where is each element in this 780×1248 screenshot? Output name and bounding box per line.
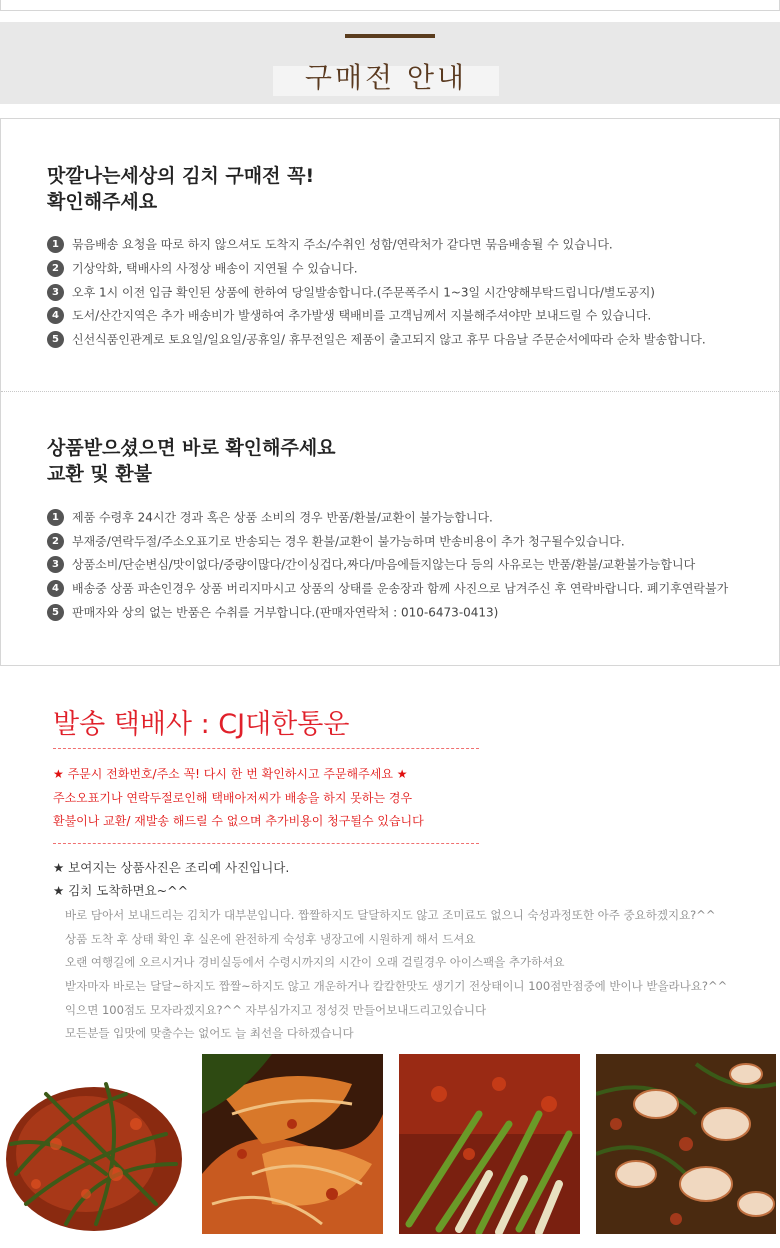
top-content-box	[0, 0, 780, 11]
notice-banner	[0, 22, 780, 104]
warning-line-2: 주소오표기나 연락두절로인해 택배아저씨가 배송을 하지 못하는 경우	[53, 791, 413, 805]
number-badge: 4	[47, 307, 64, 324]
kimchi-photo-2	[202, 1054, 383, 1234]
warning-line-3: 환불이나 교환/ 재발송 해드릴 수 없으며 추가비용이 청구될수 있습니다	[53, 814, 424, 828]
number-badge: 3	[47, 284, 64, 301]
number-badge: 1	[47, 236, 64, 253]
section1-title	[47, 163, 314, 215]
dashed-divider-top	[53, 748, 479, 749]
arrival-note-line: 익으면 100점도 모자라겠지요?^^ 자부심가지고 정성것 만들어보내드리고있습니다	[65, 1003, 487, 1017]
shipping-courier-title: 발송 택배사 : CJ대한통운	[53, 709, 350, 740]
section2-title-line1: 상품받으셨으면 바로 확인해주세요	[47, 437, 336, 459]
arrival-note-line: 오랜 여행길에 오르시거나 경비실등에서 수령시까지의 시간이 오래 걸릴경우 아이스팩을 추가하셔요	[65, 955, 565, 969]
section1-item-2: 2 기상악화, 택배사의 사정상 배송이 지연될 수 있습니다.	[47, 259, 358, 277]
arrival-note-line: 바로 담아서 보내드리는 김치가 대부분입니다. 짭짤하지도 달달하지도 않고 조미료도 없으니 숙성과정또한 아주 중요하겠지요?^^	[65, 908, 716, 922]
number-badge: 2	[47, 533, 64, 550]
kimchi-photo-1	[6, 1054, 186, 1234]
kimchi-photo-4	[596, 1054, 776, 1234]
arrival-note-line: 모든분들 입맛에 맞출수는 없어도 늘 최선을 다하겠습니다	[65, 1026, 354, 1040]
section1-title-line1: 맛깔나는세상의 김치 구매전 꼭!	[47, 165, 315, 187]
section2-title-line2: 교환 및 환불	[47, 463, 152, 485]
number-badge: 2	[47, 260, 64, 277]
section-divider	[1, 391, 779, 392]
purchase-info-box	[0, 118, 780, 666]
arrival-note-heading: ★ 김치 도착하면요~^^	[53, 883, 189, 898]
section1-item-3: 3 오후 1시 이전 입금 확인된 상품에 한하여 당일발송합니다.(주문폭주시 1~3일 시간양해부탁드립니다/별도공지)	[47, 283, 655, 301]
arrival-note-line: 받자마자 바로는 달달~하지도 짭짤~하지도 않고 개운하거나 칼칼한맛도 생기기 전상태이니 100점만점중에 반이나 받을라나요?^^	[65, 979, 728, 993]
warning-line-1: ★ 주문시 전화번호/주소 꼭! 다시 한 번 확인하시고 주문해주세요 ★	[53, 767, 408, 781]
number-badge: 4	[47, 580, 64, 597]
section1-item-1: 1 묶음배송 요청을 따로 하지 않으셔도 도착지 주소/수취인 성함/연락처가 같다면 묶음배송될 수 있습니다.	[47, 235, 613, 253]
section1-title-line2: 확인해주세요	[47, 191, 158, 213]
section1-item-5: 5 신선식품인관계로 토요일/일요일/공휴일/ 휴무전일은 제품이 출고되지 않고 휴무 다음날 주문순서에따라 순차 발송합니다.	[47, 330, 706, 348]
number-badge: 1	[47, 509, 64, 526]
section2-item-4: 4 배송중 상품 파손인경우 상품 버리지마시고 상품의 상태를 운송장과 함께 사진으로 남겨주신 후 연락바랍니다. 폐기후연락불가	[47, 579, 728, 597]
dashed-divider-bottom	[53, 843, 479, 844]
section2-item-2: 2 부재중/연락두절/주소오표기로 반송되는 경우 환불/교환이 불가능하며 반송비용이 추가 청구될수있습니다.	[47, 532, 625, 550]
number-badge: 5	[47, 604, 64, 621]
banner-accent-bar	[345, 34, 435, 38]
number-badge: 5	[47, 331, 64, 348]
section1-item-4: 4 도서/산간지역은 추가 배송비가 발생하여 추가발생 택배비를 고객님께서 지불해주셔야만 보내드릴 수 있습니다.	[47, 306, 651, 324]
section2-item-5: 5 판매자와 상의 없는 반품은 수취를 거부합니다.(판매자연락처 : 010-6473-0413)	[47, 603, 498, 621]
photo-disclaimer-note: ★ 보여지는 상품사진은 조리예 사진입니다.	[53, 860, 290, 875]
section2-title	[47, 435, 336, 487]
section2-item-1: 1 제품 수령후 24시간 경과 혹은 상품 소비의 경우 반품/환불/교환이 불가능합니다.	[47, 508, 493, 526]
banner-title: 구매전 안내	[304, 61, 468, 94]
arrival-note-line: 상품 도착 후 상태 확인 후 실온에 완전하게 숙성후 냉장고에 시원하게 해서 드셔요	[65, 932, 476, 946]
number-badge: 3	[47, 556, 64, 573]
section2-item-3: 3 상품소비/단순변심/맛이없다/중량이많다/간이싱겁다,짜다/마음에들지않는다 등의 사유로는 반품/환불/교환불가능합니다	[47, 555, 695, 573]
kimchi-photo-3	[399, 1054, 580, 1234]
